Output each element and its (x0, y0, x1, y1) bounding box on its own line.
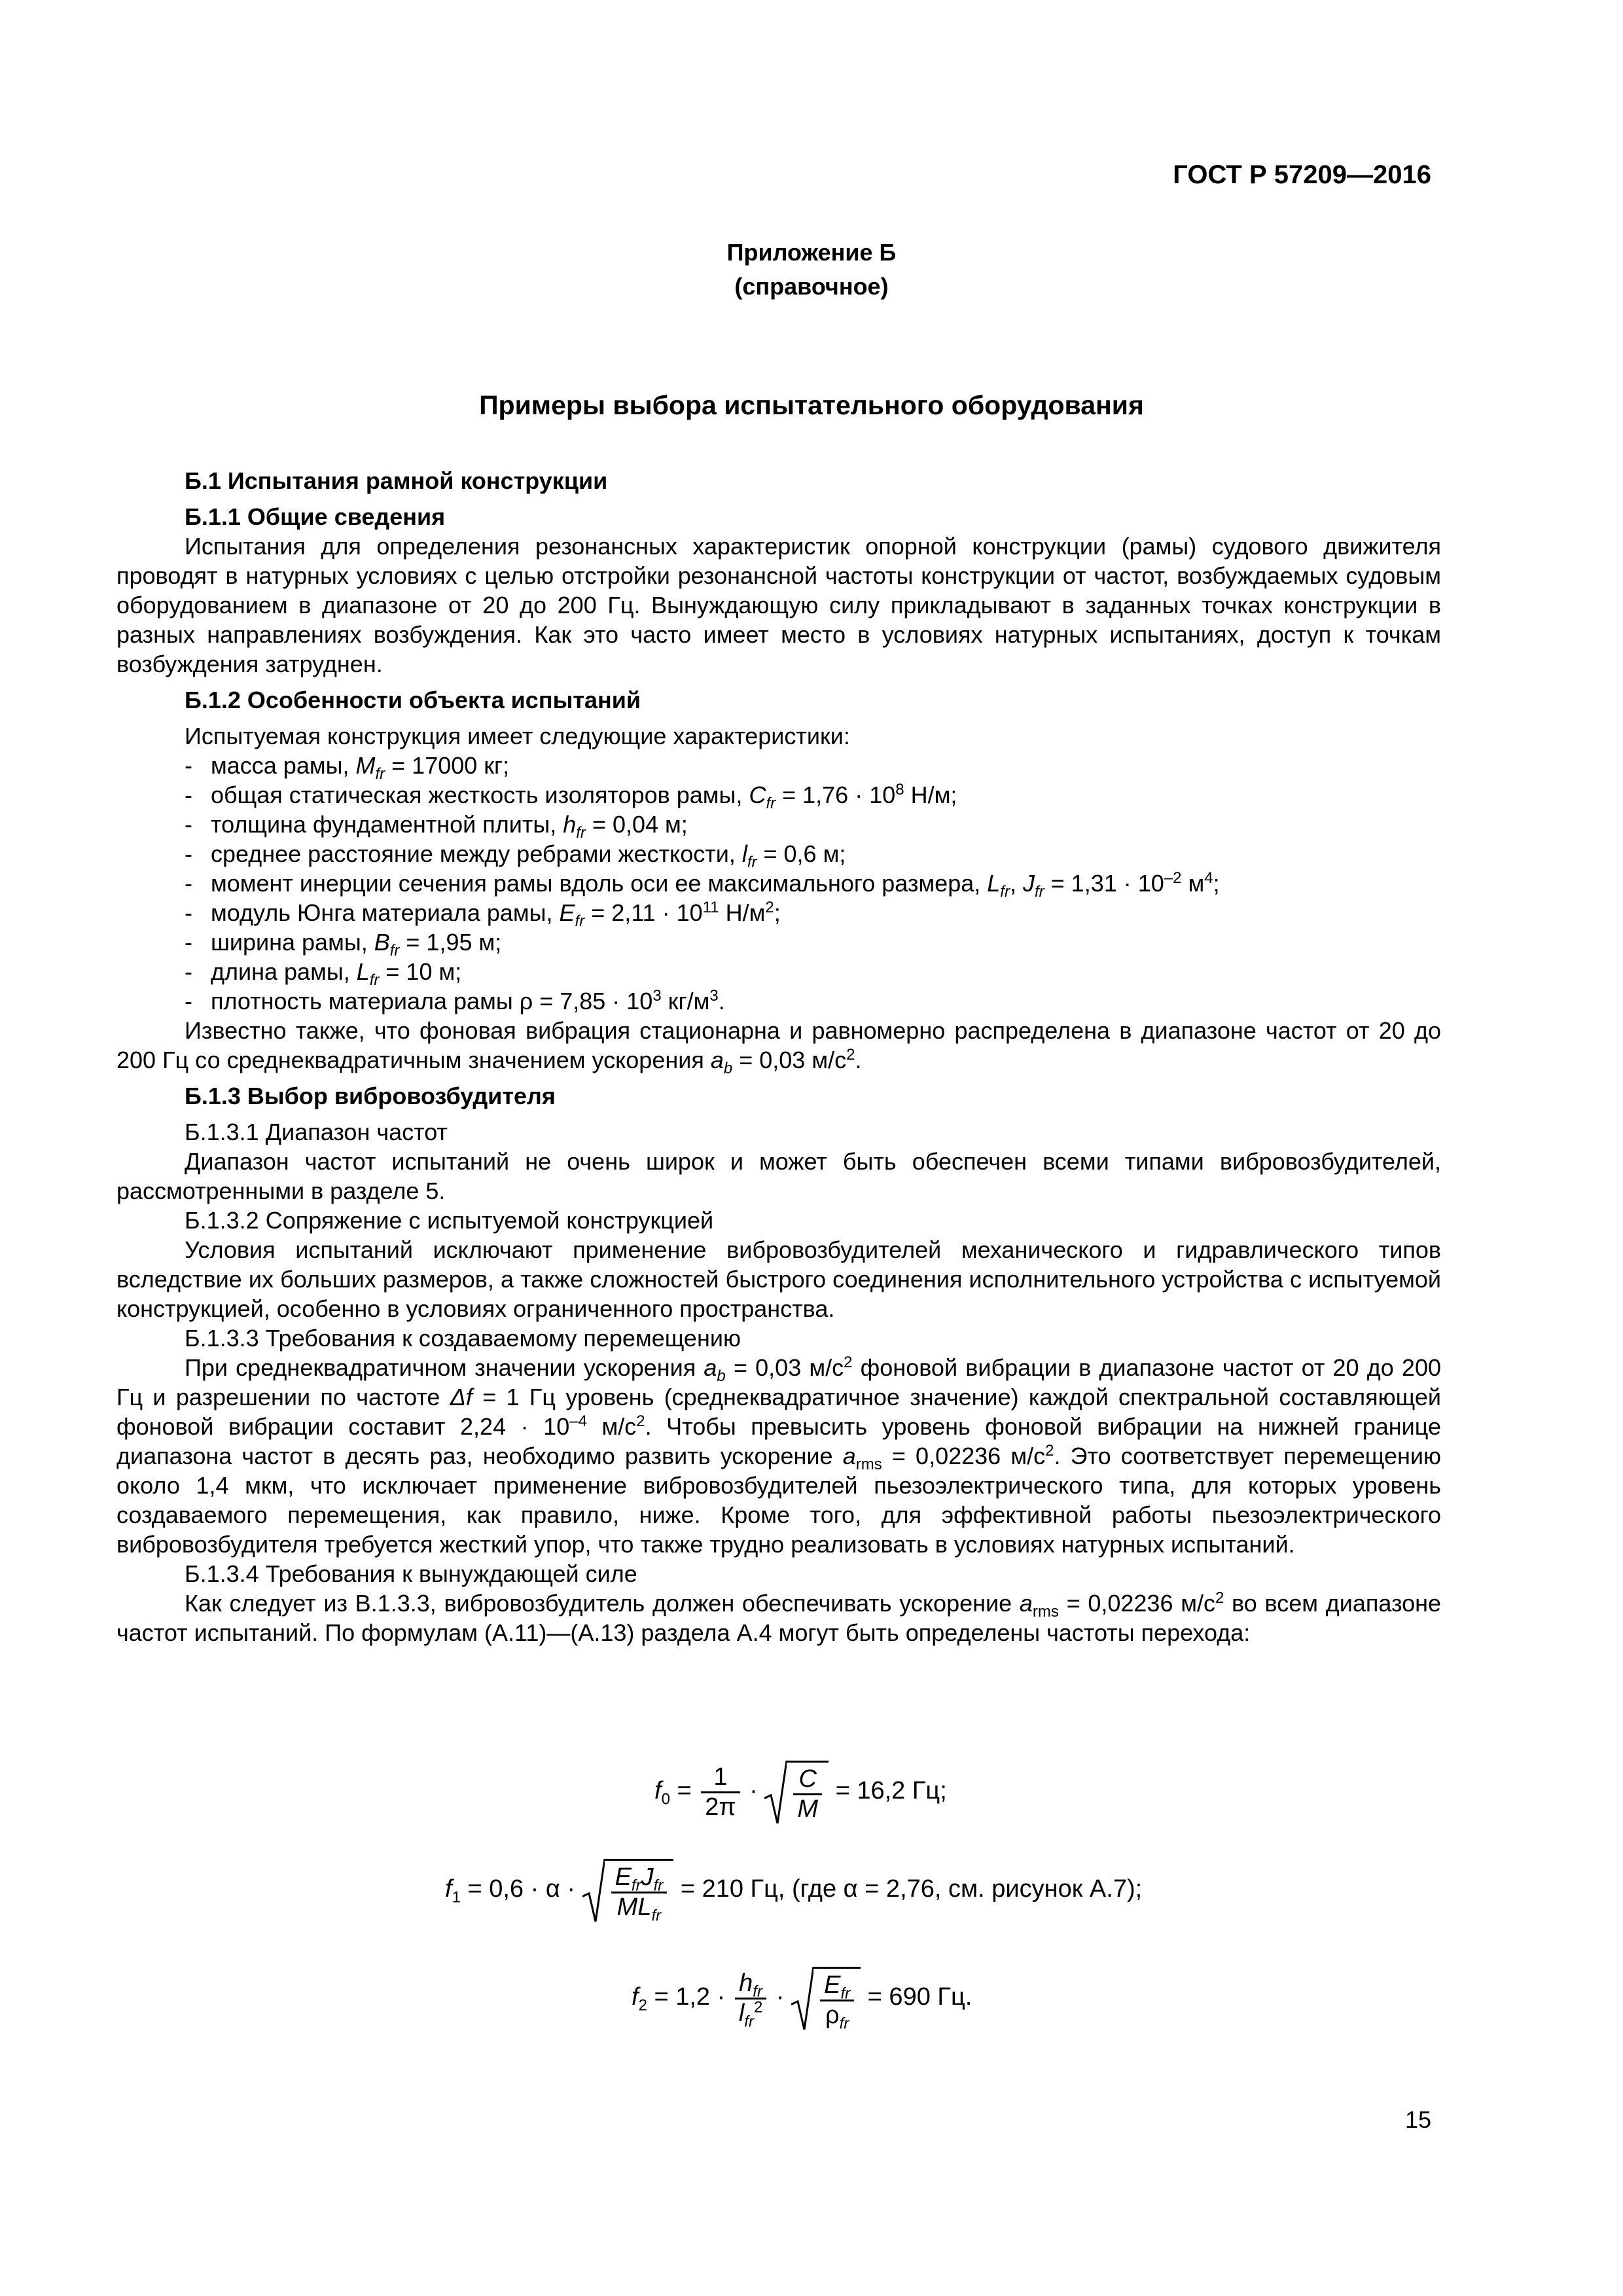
paragraph-b133: При среднеквадратичном значении ускорения $a_b = 0,03$ $м/с^2$ фоновой вибрации в диапазоне частот от 20 до 200 Гц и разрешении по частоте Δf = 1 Гц уровень (среднеквадратичное значение) каждой спектральной составляющей фоновой вибрации составит $2,24 \cdot 10^{-4}$ $м/с^2$. Чтобы превысить уровень фоновой вибрации на нижней границе диапазона частот в десять раз, необходимо развить ускорение $a_{rms} = 0,02236$ $м/с^2$. Это соответствует перемещению около 1,4 мкм, что исключает применение вибровозбудителей пьезоэлектрического типа, для которых уровень создаваемого перемещения, как правило, ниже. Кроме того, для эффективной работы пьезоэлектрического вибровозбудителя требуется жесткий упор, что также трудно реализовать в условиях натурных испытаний. (116, 1354, 1441, 1558)
paragraph-b134: Как следует из В.1.3.3, вибровозбудитель должен обеспечивать ускорение $a_{rms} = 0,02236$ $м/с^2$ во всем диапазоне частот испытаний. По формулам (А.11)—(А.13) раздела А.4 могут быть определены частоты перехода: (116, 1589, 1441, 1646)
paragraph-b132: Условия испытаний исключают применение вибровозбудителей механического и гидравлического типов вследствие их больших размеров, а также сложностей быстрого соединения исполнительного устройства с испытуемой конструкцией, особенно в условиях ограниченного пространства. (116, 1236, 1441, 1322)
page-number: 15 (1404, 2106, 1431, 2133)
square-root: $\frac{C}{M}$ (764, 1761, 829, 1823)
fraction: $\frac{1}{2\pi}$ (701, 1763, 740, 1821)
formula-f0: $f_0$ = $\frac{1}{2\pi}$ · $\frac{C}{M}$ = 16,2 Гц; (654, 1761, 947, 1823)
section-heading-b1: Б.1 Испытания рамной конструкции (185, 467, 608, 494)
square-root: $\frac{E_{fr}}{\rho_{fr}}$ (791, 1967, 861, 2030)
document-id: ГОСТ Р 57209—2016 (1173, 160, 1431, 189)
section-heading-b133: Б.1.3.3 Требования к создаваемому перемещению (185, 1325, 741, 1352)
fraction: $\frac{h_{fr}}{l_{fr}^2}$ (735, 1969, 766, 2028)
list-item: - масса рамы, $M_{fr} = 17000$ кг; (185, 752, 510, 783)
list-item: - модуль Юнга материала рамы, $E_{fr} = 2,11 \cdot 10^{11}$ $Н/м^2$; (185, 899, 781, 931)
list-item: - плотность материала рамы $\rho = 7,85 \cdot 10^3$ $кг/м^3$. (185, 987, 725, 1014)
list-item: - среднее расстояние между ребрами жесткости, $l_{fr} = 0,6$ м; (185, 840, 846, 872)
main-content (116, 466, 1441, 1647)
section-heading-b13: Б.1.3 Выбор вибровозбудителя (185, 1083, 556, 1109)
list-item: - ширина рамы, $B_{fr} = 1,95$ м; (185, 929, 502, 960)
characteristics-list (116, 751, 1441, 1016)
section-heading-b12: Б.1.2 Особенности объекта испытаний (185, 687, 641, 713)
list-item: - момент инерции сечения рамы вдоль оси ее максимального размера, $L_{fr}$, $J_{fr} = 1,31 \cdot 10^{-2}$ $м^4$; (185, 869, 1220, 901)
appendix-heading (0, 236, 1623, 304)
formula-f2: $f_2 = 1,2$ · $\frac{h_{fr}}{l_{fr}^2}$ · $\frac{E_{fr}}{\rho_{fr}}$ = 690 Гц. (632, 1967, 972, 2030)
section-heading-b131: Б.1.3.1 Диапазон частот (185, 1119, 448, 1145)
page-title: Примеры выбора испытательного оборудования (479, 390, 1144, 420)
appendix-type: (справочное) (734, 273, 889, 300)
paragraph-b131: Диапазон частот испытаний не очень широк и может быть обеспечен всеми типами вибровозбудителей, рассмотренными в разделе 5. (116, 1148, 1441, 1204)
section-heading-b134: Б.1.3.4 Требования к вынуждающей силе (185, 1560, 637, 1587)
paragraph-b11: Испытания для определения резонансных характеристик опорной конструкции (рамы) судового движителя проводят в натурных условиях с целью отстройки резонансной частоты конструкции от частот, возбуждаемых судовым оборудованием в диапазоне от 20 до 200 Гц. Вынуждающую силу прикладывают в заданных точках конструкции в разных направлениях возбуждения. Как это часто имеет место в условиях натурных испытаниях, доступ к точкам возбуждения затруднен. (116, 533, 1441, 677)
appendix-label: Приложение Б (726, 239, 897, 266)
list-item: - общая статическая жесткость изоляторов рамы, $C_{fr} = 1,76 \cdot 10^8$ Н/м; (185, 781, 957, 813)
square-root: $\frac{E_{fr}J_{fr}}{ML_{fr}}$ (582, 1859, 674, 1922)
section-heading-b132: Б.1.3.2 Сопряжение с испытуемой конструкцией (185, 1207, 714, 1234)
list-item: - длина рамы, $L_{fr} = 10$ м; (185, 958, 462, 990)
formula-f1: $f_1 = 0,6 \cdot \alpha$ · $\frac{E_{fr}J_{fr}}{ML_{fr}}$ = 210 Гц, (где α = 2,76, см. рисунок А.7); (445, 1859, 1142, 1922)
list-item: - толщина фундаментной плиты, $h_{fr} = 0,04$ м; (185, 811, 688, 842)
paragraph-b12-intro: Испытуемая конструкция имеет следующие характеристики: (185, 723, 850, 749)
section-heading-b11: Б.1.1 Общие сведения (185, 503, 446, 530)
paragraph-background-vibration: Известно также, что фоновая вибрация стационарна и равномерно распределена в диапазоне частот от 20 до 200 Гц со среднеквадратичным значением ускорения $a_b = 0,03$ $м/с^2$. (116, 1017, 1441, 1078)
